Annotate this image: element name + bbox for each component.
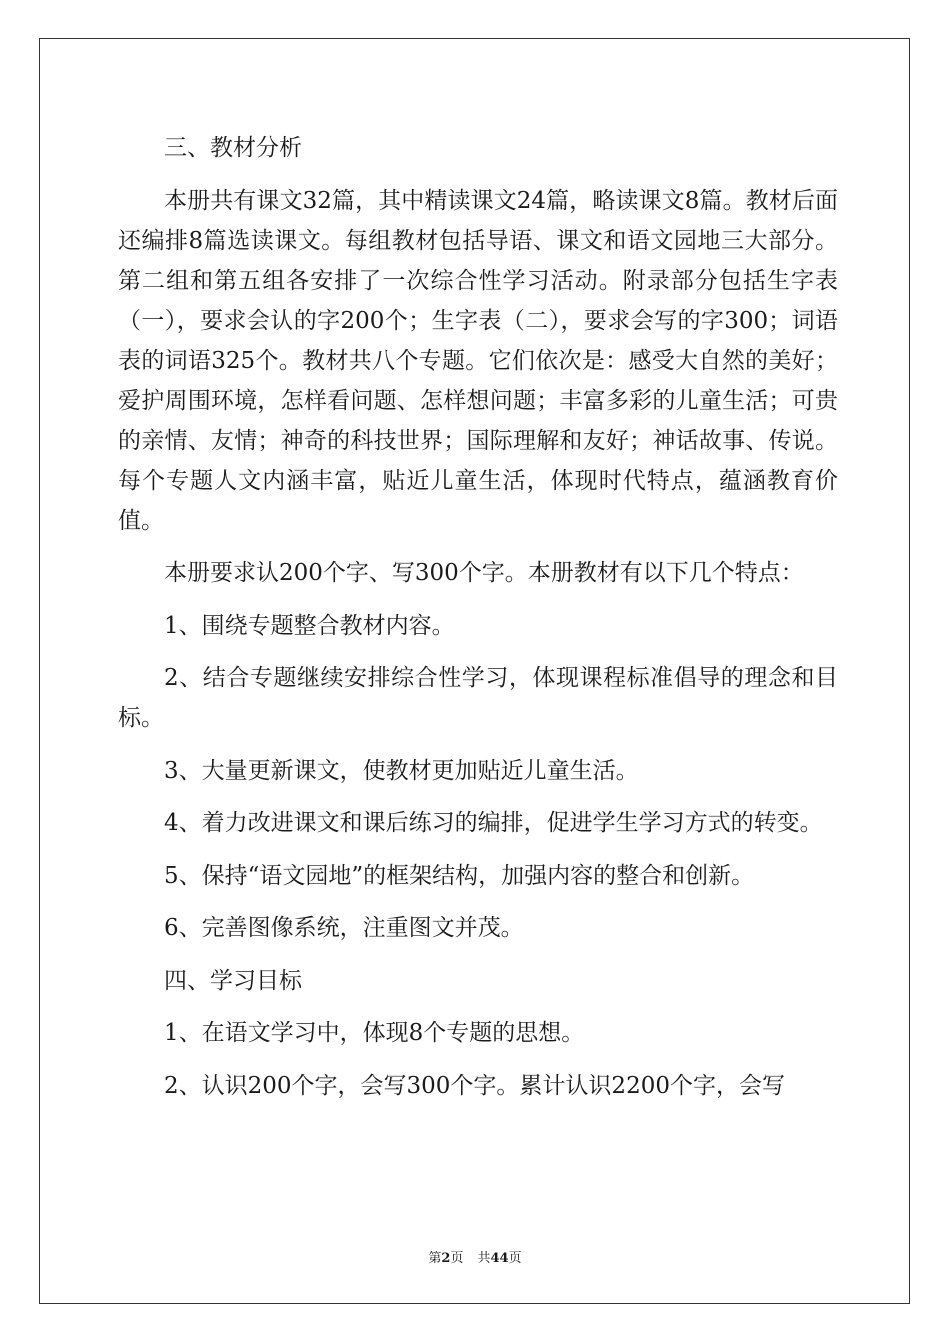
- list-item-feature-1: 1、围绕专题整合教材内容。: [164, 612, 455, 639]
- page-footer: [0, 1247, 950, 1266]
- paragraph-requirements: 本册要求认200个字、写300个字。本册教材有以下几个特点：: [164, 560, 804, 586]
- footer-total-prefix: 共: [477, 1251, 491, 1266]
- section-heading-textbook-analysis: 三、教材分析: [164, 135, 302, 161]
- footer-total-pages: 44: [490, 1251, 509, 1266]
- list-item-feature-6: 6、完善图像系统，注重图文并茂。: [164, 915, 524, 941]
- list-item-goal-1: 1、在语文学习中，体现8个专题的思想。: [164, 1020, 585, 1046]
- paragraph-textbook-overview: 本册共有课文32篇，其中精读课文24篇，略读课文8篇。教材后面还编排8篇选读课文。每组教材包括导语、课文和语文园地三大部分。第二组和第五组各安排了一次综合性学习活动。附录部分包括生字表（一），要求会认的字200个；生字表（二），要求会写的字300；词语表的词语325个。教材共八个专题。它们依次是：感受大自然的美好；爱护周围环境，怎样看问题、怎样想问题；丰富多彩的儿童生活；可贵的亲情、友情；神奇的科技世界；国际理解和友好；神话故事、传说。每个专题人文内涵丰富，贴近儿童生活，体现时代特点，蕴涵教育价值。: [118, 187, 838, 534]
- list-item-feature-5: 5、保持“语文园地”的框架结构，加强内容的整合和创新。: [164, 862, 755, 889]
- footer-page-suffix: 页: [450, 1251, 464, 1266]
- list-item-goal-2: 2、认识200个字，会写300个字。累计认识2200个字，会写: [164, 1072, 785, 1099]
- footer-total-suffix: 页: [508, 1251, 522, 1266]
- list-item-feature-4: 4、着力改进课文和课后练习的编排，促进学生学习方式的转变。: [164, 810, 823, 836]
- section-heading-learning-goals: 四、学习目标: [164, 967, 302, 994]
- document-body: [118, 128, 838, 1118]
- footer-page-prefix: 第: [428, 1251, 442, 1266]
- list-item-feature-2: 2、结合专题继续安排综合性学习，体现课程标准倡导的理念和目标。: [118, 665, 838, 731]
- list-item-feature-3: 3、大量更新课文，使教材更加贴近儿童生活。: [164, 757, 639, 784]
- footer-page-number: 2: [441, 1251, 451, 1266]
